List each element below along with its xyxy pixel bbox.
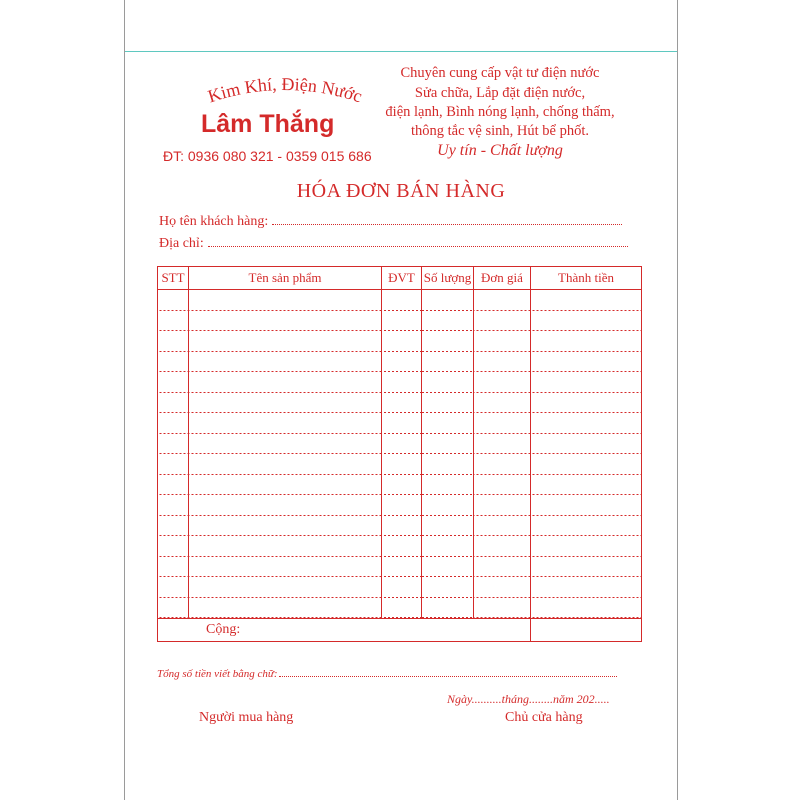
unit-cell[interactable] <box>382 290 422 311</box>
stt-cell[interactable] <box>158 557 189 578</box>
stt-cell[interactable] <box>158 290 189 311</box>
product-cell[interactable] <box>189 475 382 496</box>
table-row <box>158 290 642 311</box>
amount-cell[interactable] <box>531 557 642 578</box>
amount-in-words-label: Tổng số tiền viết bằng chữ: <box>157 668 278 680</box>
quantity-cell[interactable] <box>422 352 474 373</box>
unit-price-cell[interactable] <box>474 434 531 455</box>
table-row <box>158 311 642 332</box>
amount-cell[interactable] <box>531 598 642 619</box>
stt-cell[interactable] <box>158 434 189 455</box>
unit-price-cell[interactable] <box>474 393 531 414</box>
amount-cell[interactable] <box>531 475 642 496</box>
seller-signature-label: Chủ cửa hàng <box>505 710 583 725</box>
table-row <box>158 495 642 516</box>
quantity-cell[interactable] <box>422 331 474 352</box>
quantity-cell[interactable] <box>422 290 474 311</box>
unit-cell[interactable] <box>382 536 422 557</box>
amount-cell[interactable] <box>531 516 642 537</box>
unit-price-cell[interactable] <box>474 352 531 373</box>
unit-cell[interactable] <box>382 311 422 332</box>
amount-cell[interactable] <box>531 311 642 332</box>
product-cell[interactable] <box>189 290 382 311</box>
table-row <box>158 393 642 414</box>
total-amount-cell[interactable] <box>531 619 642 642</box>
table-row <box>158 413 642 434</box>
table-row <box>158 331 642 352</box>
amount-cell[interactable] <box>531 536 642 557</box>
unit-cell[interactable] <box>382 434 422 455</box>
unit-price-cell[interactable] <box>474 536 531 557</box>
product-cell[interactable] <box>189 331 382 352</box>
product-cell[interactable] <box>189 577 382 598</box>
customer-name-label: Họ tên khách hàng: <box>159 214 269 229</box>
unit-price-cell[interactable] <box>474 577 531 598</box>
slogan: Uy tín - Chất lượng <box>437 142 563 159</box>
quantity-cell[interactable] <box>422 536 474 557</box>
amount-cell[interactable] <box>531 372 642 393</box>
customer-name-line[interactable] <box>272 224 622 225</box>
unit-price-cell[interactable] <box>474 413 531 434</box>
invoice-title: HÓA ĐƠN BÁN HÀNG <box>296 180 506 202</box>
unit-price-cell[interactable] <box>474 331 531 352</box>
product-cell[interactable] <box>189 598 382 619</box>
product-cell[interactable] <box>189 557 382 578</box>
product-cell[interactable] <box>189 434 382 455</box>
quantity-cell[interactable] <box>422 598 474 619</box>
address-line[interactable] <box>208 246 628 247</box>
col-header-unit: ĐVT <box>382 267 422 290</box>
service-line-1: Chuyên cung cấp vật tư điện nước <box>400 65 600 81</box>
unit-price-cell[interactable] <box>474 516 531 537</box>
unit-price-cell[interactable] <box>474 495 531 516</box>
unit-cell[interactable] <box>382 557 422 578</box>
amount-cell[interactable] <box>531 413 642 434</box>
quantity-cell[interactable] <box>422 454 474 475</box>
service-line-3: điện lạnh, Bình nóng lạnh, chống thấm, <box>385 104 615 120</box>
quantity-cell[interactable] <box>422 372 474 393</box>
unit-cell[interactable] <box>382 352 422 373</box>
stt-cell[interactable] <box>158 352 189 373</box>
table-row <box>158 454 642 475</box>
phone-numbers: ĐT: 0936 080 321 - 0359 015 686 <box>163 148 372 164</box>
unit-price-cell[interactable] <box>474 290 531 311</box>
shop-name: Lâm Thắng <box>201 110 335 138</box>
product-cell[interactable] <box>189 393 382 414</box>
quantity-cell[interactable] <box>422 577 474 598</box>
unit-price-cell[interactable] <box>474 372 531 393</box>
unit-cell[interactable] <box>382 598 422 619</box>
quantity-cell[interactable] <box>422 413 474 434</box>
stt-cell[interactable] <box>158 516 189 537</box>
stt-cell[interactable] <box>158 413 189 434</box>
stt-cell[interactable] <box>158 454 189 475</box>
unit-price-cell[interactable] <box>474 598 531 619</box>
unit-cell[interactable] <box>382 516 422 537</box>
col-header-amount: Thành tiền <box>531 267 642 290</box>
col-header-quantity: Số lượng <box>422 267 474 290</box>
unit-cell[interactable] <box>382 372 422 393</box>
buyer-signature-label: Người mua hàng <box>199 710 294 725</box>
table-row <box>158 598 642 619</box>
col-header-stt: STT <box>158 267 189 290</box>
amount-cell[interactable] <box>531 577 642 598</box>
service-line-2: Sửa chữa, Lắp đặt điện nước, <box>414 85 586 101</box>
amount-cell[interactable] <box>531 331 642 352</box>
table-row <box>158 352 642 373</box>
product-cell[interactable] <box>189 454 382 475</box>
amount-cell[interactable] <box>531 290 642 311</box>
stt-cell[interactable] <box>158 311 189 332</box>
table-row <box>158 577 642 598</box>
unit-price-cell[interactable] <box>474 475 531 496</box>
quantity-cell[interactable] <box>422 311 474 332</box>
customer-name-field[interactable] <box>159 214 622 230</box>
total-row <box>158 619 642 642</box>
quantity-cell[interactable] <box>422 516 474 537</box>
product-cell[interactable] <box>189 311 382 332</box>
address-field[interactable] <box>159 236 628 252</box>
stt-cell[interactable] <box>158 475 189 496</box>
quantity-cell[interactable] <box>422 557 474 578</box>
amount-cell[interactable] <box>531 454 642 475</box>
amount-in-words-line[interactable] <box>279 676 617 677</box>
product-cell[interactable] <box>189 413 382 434</box>
table-row <box>158 516 642 537</box>
unit-cell[interactable] <box>382 413 422 434</box>
table-row <box>158 372 642 393</box>
product-cell[interactable] <box>189 372 382 393</box>
amount-cell[interactable] <box>531 393 642 414</box>
stt-cell[interactable] <box>158 331 189 352</box>
unit-cell[interactable] <box>382 454 422 475</box>
unit-price-cell[interactable] <box>474 454 531 475</box>
invoice-sheet <box>124 0 678 800</box>
unit-cell[interactable] <box>382 495 422 516</box>
col-header-unit-price: Đơn giá <box>474 267 531 290</box>
amount-in-words-field[interactable] <box>157 668 617 680</box>
stt-cell[interactable] <box>158 393 189 414</box>
amount-cell[interactable] <box>531 352 642 373</box>
stt-cell[interactable] <box>158 372 189 393</box>
stt-cell[interactable] <box>158 598 189 619</box>
table-row <box>158 536 642 557</box>
amount-cell[interactable] <box>531 495 642 516</box>
table-row <box>158 434 642 455</box>
table-row <box>158 557 642 578</box>
table-header-row <box>158 267 642 290</box>
product-cell[interactable] <box>189 495 382 516</box>
unit-cell[interactable] <box>382 393 422 414</box>
product-cell[interactable] <box>189 352 382 373</box>
svg-text:Kim Khí, Điện Nước: Kim Khí, Điện Nước <box>205 76 365 107</box>
product-cell[interactable] <box>189 516 382 537</box>
unit-price-cell[interactable] <box>474 557 531 578</box>
amount-cell[interactable] <box>531 434 642 455</box>
stt-cell[interactable] <box>158 577 189 598</box>
quantity-cell[interactable] <box>422 434 474 455</box>
quantity-cell[interactable] <box>422 393 474 414</box>
unit-cell[interactable] <box>382 475 422 496</box>
table-body <box>158 290 642 619</box>
col-header-product: Tên sản phẩm <box>189 267 382 290</box>
quantity-cell[interactable] <box>422 475 474 496</box>
stt-cell[interactable] <box>158 536 189 557</box>
table-row <box>158 475 642 496</box>
address-label: Địa chỉ: <box>159 236 204 251</box>
unit-price-cell[interactable] <box>474 311 531 332</box>
unit-cell[interactable] <box>382 331 422 352</box>
items-table <box>157 266 642 642</box>
total-label: Cộng: <box>158 619 531 642</box>
perforation-line <box>125 51 677 52</box>
date-line[interactable]: Ngày..........tháng........năm 202..... <box>447 692 610 706</box>
stt-cell[interactable] <box>158 495 189 516</box>
service-line-4: thông tắc vệ sinh, Hút bể phốt. <box>410 123 589 139</box>
quantity-cell[interactable] <box>422 495 474 516</box>
unit-cell[interactable] <box>382 577 422 598</box>
product-cell[interactable] <box>189 536 382 557</box>
